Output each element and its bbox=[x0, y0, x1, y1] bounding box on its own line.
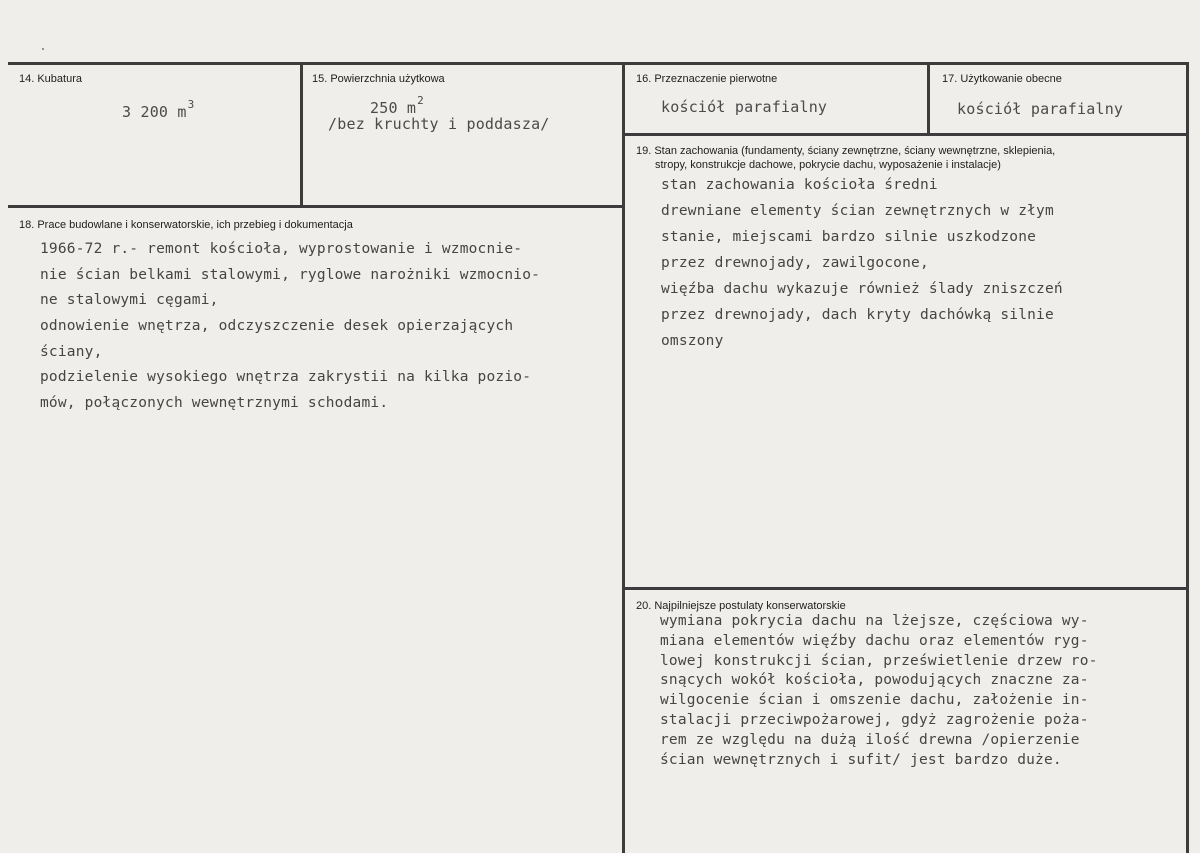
text-line: wymiana pokrycia dachu na lżejsze, częściowa wy- bbox=[660, 613, 1089, 629]
divider-field20 bbox=[623, 587, 1188, 590]
text-line: więźba dachu wykazuje również ślady zniszczeń bbox=[661, 281, 1063, 297]
text-line: stan zachowania kościoła średni bbox=[661, 177, 938, 193]
top-border bbox=[8, 62, 1188, 65]
field-uzytkowanie-value: kościół parafialny bbox=[957, 100, 1124, 118]
text-line: mów, połączonych wewnętrznymi schodami. bbox=[40, 395, 389, 412]
field-stan-text bbox=[661, 172, 1063, 354]
right-border bbox=[1186, 62, 1189, 853]
text-line: ściany, bbox=[40, 343, 103, 360]
field-prace-text bbox=[40, 237, 540, 417]
text-line: lowej konstrukcji ścian, prześwietlenie drzew ro- bbox=[660, 652, 1098, 669]
field-uzytkowanie-label: 17. Użytkowanie obecne bbox=[942, 73, 1062, 85]
text-line: stalacji przeciwpożarowej, gdyż zagrożenie poża- bbox=[660, 711, 1089, 728]
text-line: omszony bbox=[661, 333, 724, 349]
text-line: rem ze względu na dużą ilość drewna /opierzenie bbox=[660, 731, 1080, 748]
divider-v3 bbox=[927, 62, 930, 135]
field-kubatura-value bbox=[122, 98, 194, 121]
text-line: podzielenie wysokiego wnętrza zakrystii na kilka pozio- bbox=[40, 369, 532, 386]
field-przeznaczenie-value: kościół parafialny bbox=[661, 98, 828, 116]
divider-row1-right bbox=[623, 133, 1188, 136]
text-line: odnowienie wnętrza, odczyszczenie desek opierzających bbox=[40, 318, 514, 335]
divider-row1-left bbox=[8, 205, 625, 208]
field-przeznaczenie-label: 16. Przeznaczenie pierwotne bbox=[636, 73, 778, 85]
powierzchnia-number: 250 m bbox=[370, 99, 417, 117]
powierzchnia-exponent: 2 bbox=[417, 94, 424, 107]
divider-v1 bbox=[300, 62, 303, 207]
divider-v-main bbox=[622, 62, 625, 853]
kubatura-number: 3 200 m bbox=[122, 103, 187, 121]
field-postulaty-label: 20. Najpilniejsze postulaty konserwatorskie bbox=[636, 600, 846, 612]
text-line: miana elementów więźby dachu oraz elementów ryg- bbox=[660, 632, 1089, 649]
text-line: 1966-72 r.- remont kościoła, wyprostowanie i wzmocnie- bbox=[40, 241, 523, 257]
field-powierzchnia-label: 15. Powierzchnia użytkowa bbox=[312, 73, 445, 85]
kubatura-exponent: 3 bbox=[187, 98, 195, 111]
punch-mark bbox=[42, 48, 44, 50]
text-line: snących wokół kościoła, powodujących znaczne za- bbox=[660, 672, 1089, 689]
field-prace-label: 18. Prace budowlane i konserwatorskie, ich przebieg i dokumentacja bbox=[19, 219, 353, 231]
text-line: stanie, miejscami bardzo silnie uszkodzone bbox=[661, 229, 1037, 245]
field-stan-label-line2: stropy, konstrukcje dachowe, pokrycie dachu, wyposażenie i instalacje) bbox=[655, 159, 1001, 171]
field-postulaty-text bbox=[660, 612, 1098, 770]
text-line: przez drewnojady, zawilgocone, bbox=[661, 255, 929, 271]
field-powierzchnia-note: /bez kruchty i poddasza/ bbox=[328, 115, 550, 133]
field-kubatura-label: 14. Kubatura bbox=[19, 73, 82, 85]
text-line: nie ścian belkami stalowymi, ryglowe narożniki wzmocnio- bbox=[40, 266, 541, 283]
field-powierzchnia-value bbox=[370, 94, 424, 117]
text-line: ścian wewnętrznych i sufit/ jest bardzo duże. bbox=[660, 751, 1062, 768]
text-line: przez drewnojady, dach kryty dachówką silnie bbox=[661, 307, 1054, 323]
text-line: ne stalowymi cęgami, bbox=[40, 292, 219, 309]
text-line: drewniane elementy ścian zewnętrznych w złym bbox=[661, 203, 1054, 219]
text-line: wilgocenie ścian i omszenie dachu, założenie in- bbox=[660, 692, 1089, 709]
field-stan-label-line1: 19. Stan zachowania (fundamenty, ściany zewnętrzne, ściany wewnętrzne, sklepienia, bbox=[636, 145, 1056, 157]
